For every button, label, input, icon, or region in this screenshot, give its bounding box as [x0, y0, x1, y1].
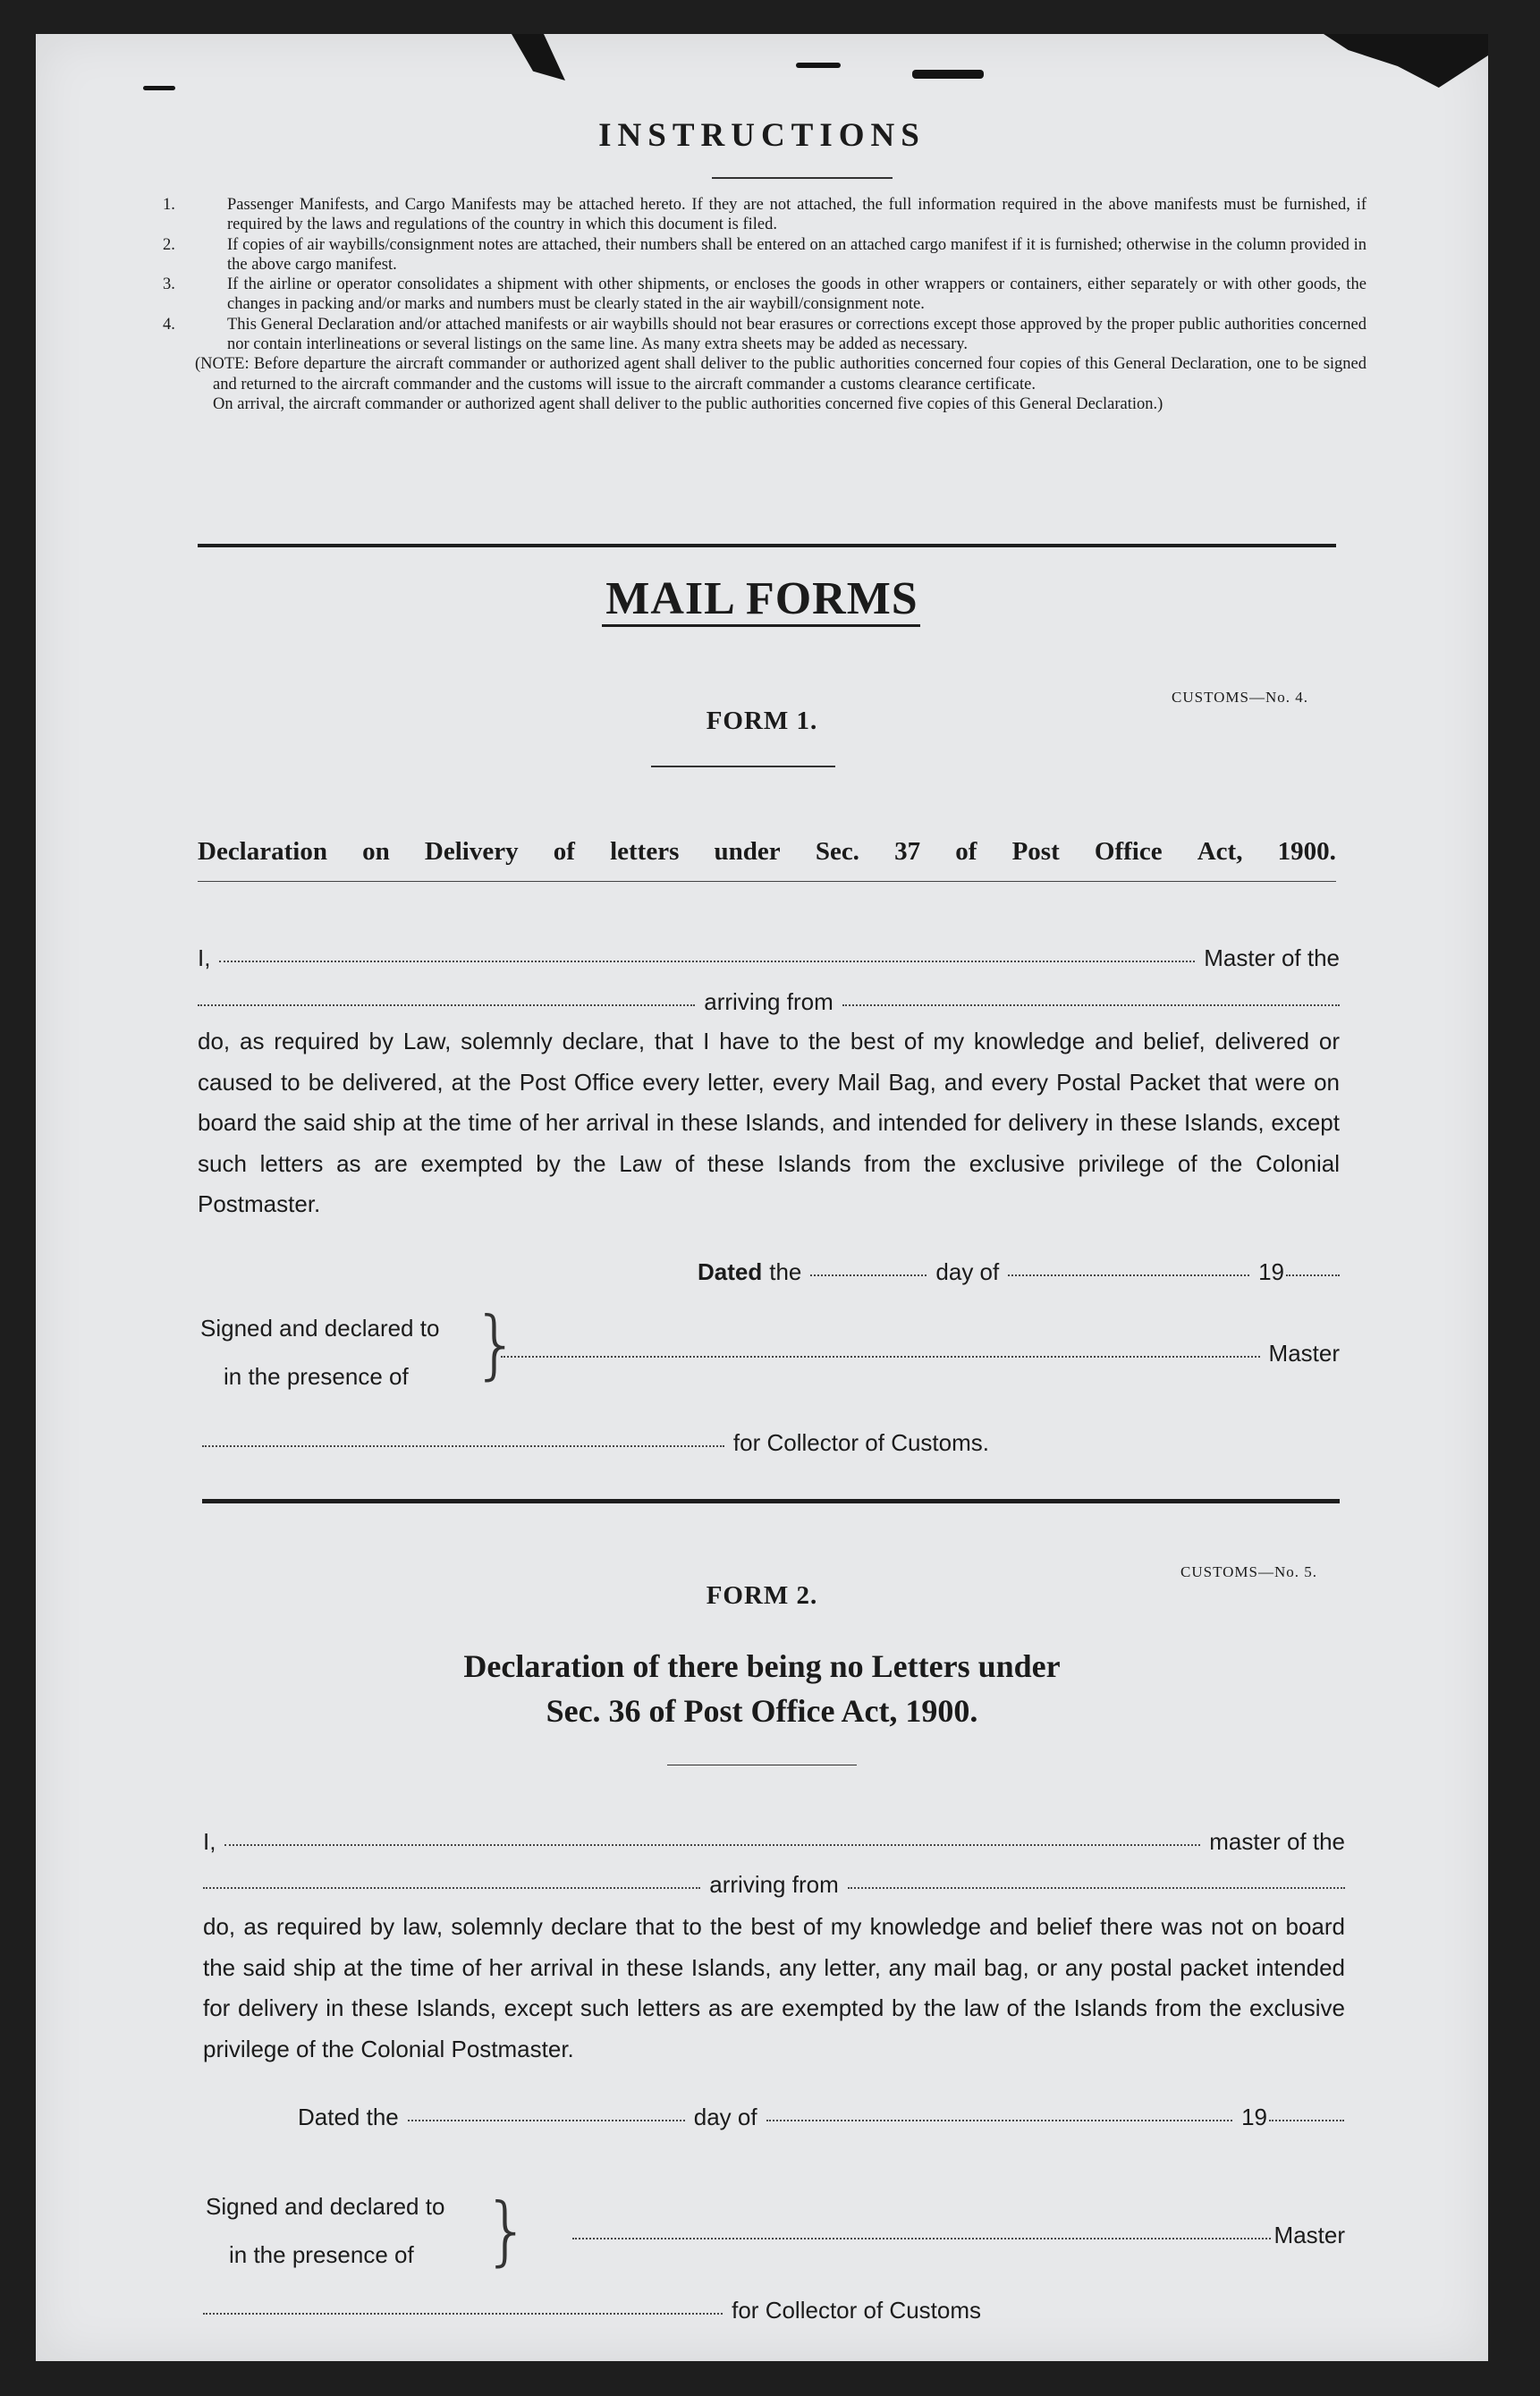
collector-signature-field[interactable] — [202, 1445, 724, 1447]
master-name-field[interactable] — [219, 961, 1195, 962]
form1-declaration-text: do, as required by Law, solemnly declare, that I have to the best of my knowledge and belief, delivered or caused to be delivered, at the Post Office every letter, every Mail Bag, and every Postal Packet that were on board the said ship at the time of her arrival in these Islands, and intended for delivery in these Islands, except such letters as are exempted by the Law of these Islands from the exclusive privilege of the Colonial Postmaster. — [198, 1028, 1340, 1217]
form2-collector-line: for Collector of Customs — [203, 2297, 981, 2324]
instructions-title: INSTRUCTIONS — [598, 117, 926, 154]
instruction-item: 3. If the airline or operator consolidates a shipment with other shipments, or encloses the goods in other wrappers or containers, either separately or with other goods, the changes in packing and/or marks and numbers must be clearly stated in the air waybill/consignment note. — [163, 275, 1367, 314]
form-title: FORM 1. — [706, 707, 818, 735]
collector-signature-field[interactable] — [203, 2313, 723, 2315]
instruction-note: (NOTE: Before departure the aircraft commander or authorized agent shall deliver to the public authorities concerned four copies of this General Declaration, one to be signed and returned to the aircraft commander and the customs will issue to the aircraft commander a customs clearance certificate. — [195, 355, 1367, 394]
paper-stain — [912, 70, 984, 79]
date-day-field[interactable] — [408, 2120, 685, 2121]
document-page — [36, 34, 1488, 2361]
ship-name-field[interactable] — [203, 1887, 700, 1889]
paper-stain — [143, 86, 175, 90]
date-month-field[interactable] — [766, 2120, 1233, 2121]
form1-dated-line: Dated the day of 19 — [698, 1258, 1340, 1286]
form2-dated-line: Dated the day of 19 — [298, 2104, 1344, 2131]
ship-name-field[interactable] — [198, 1004, 695, 1006]
master-signature-field[interactable] — [501, 1356, 1260, 1358]
date-year-field[interactable] — [1286, 1274, 1340, 1276]
title-underline — [712, 177, 893, 179]
date-year-field[interactable] — [1269, 2120, 1344, 2121]
instructions-list — [163, 195, 1367, 414]
instruction-item: 2. If copies of air waybills/consignment notes are attached, their numbers shall be entered on an attached cargo manifest if it is furnished; otherwise in the column provided in the above cargo manifest. — [163, 235, 1367, 274]
form2-declaration-text: do, as required by law, solemnly declare that to the best of my knowledge and belief there was not on board the said ship at the time of her arrival in these Islands, any letter, any mail bag, or any postal packet intended for delivery in these Islands, except such letters as are exempted by the law of the Islands from the exclusive privilege of the Colonial Postmaster. — [203, 1913, 1345, 2062]
form1-declaration-heading: Declaration on Delivery of letters under Sec. 37 of Post Office Act, 1900. — [198, 837, 1336, 866]
brace-symbol: } — [483, 2187, 531, 2274]
arriving-from-field[interactable] — [842, 1004, 1340, 1006]
form1-master-line: I, Master of the — [198, 944, 1340, 971]
date-month-field[interactable] — [1008, 1274, 1249, 1276]
instruction-item: 4. This General Declaration and/or attached manifests or air waybills should not bear erasures or corrections except those approved by the proper public authorities concerned nor contain interlineations or several listings on the same line. As many extra sheets may be added as necessary. — [163, 315, 1367, 354]
form1-collector-line: for Collector of Customs. — [202, 1429, 989, 1457]
form1-signed-label: Signed and declared to in the presence of — [200, 1315, 440, 1390]
form-title: FORM 2. — [706, 1581, 818, 1610]
torn-corner-stain — [1324, 34, 1488, 88]
instruction-item: 1. Passenger Manifests, and Cargo Manifests may be attached hereto. If they are not attached, the full information required in the above manifests must be furnished, if required by the laws and regulations of the country in which this document is filed. — [163, 196, 1367, 234]
form1-master-signature-line: Master — [501, 1340, 1340, 1367]
form2-signed-label: Signed and declared to in the presence of — [206, 2193, 445, 2268]
section-divider — [198, 544, 1336, 547]
master-signature-field[interactable] — [572, 2238, 1271, 2239]
paper-stain — [796, 63, 841, 68]
form2-master-line: I, master of the — [203, 1828, 1345, 1855]
rule-line — [198, 881, 1336, 882]
form1-arriving-line: arriving from — [198, 988, 1340, 1016]
instruction-note: On arrival, the aircraft commander or authorized agent shall deliver to the public authorities concerned five copies of this General Declaration.) — [213, 394, 1163, 413]
master-name-field[interactable] — [224, 1844, 1200, 1846]
arriving-from-field[interactable] — [848, 1887, 1345, 1889]
title-underline — [651, 766, 835, 767]
section-divider — [202, 1499, 1340, 1503]
customs-number: CUSTOMS—No. 5. — [1180, 1563, 1318, 1580]
title-underline — [602, 624, 920, 627]
mail-forms-title: MAIL FORMS — [605, 573, 918, 624]
paper-stain — [512, 34, 565, 80]
form2-declaration-heading: Declaration of there being no Letters under Sec. 36 of Post Office Act, 1900. — [463, 1648, 1061, 1729]
brace-symbol: } — [472, 1300, 520, 1388]
form2-master-signature-line: Master — [572, 2222, 1345, 2249]
date-day-field[interactable] — [810, 1274, 927, 1276]
form2-arriving-line: arriving from — [203, 1871, 1345, 1899]
customs-number: CUSTOMS—No. 4. — [1172, 689, 1309, 706]
